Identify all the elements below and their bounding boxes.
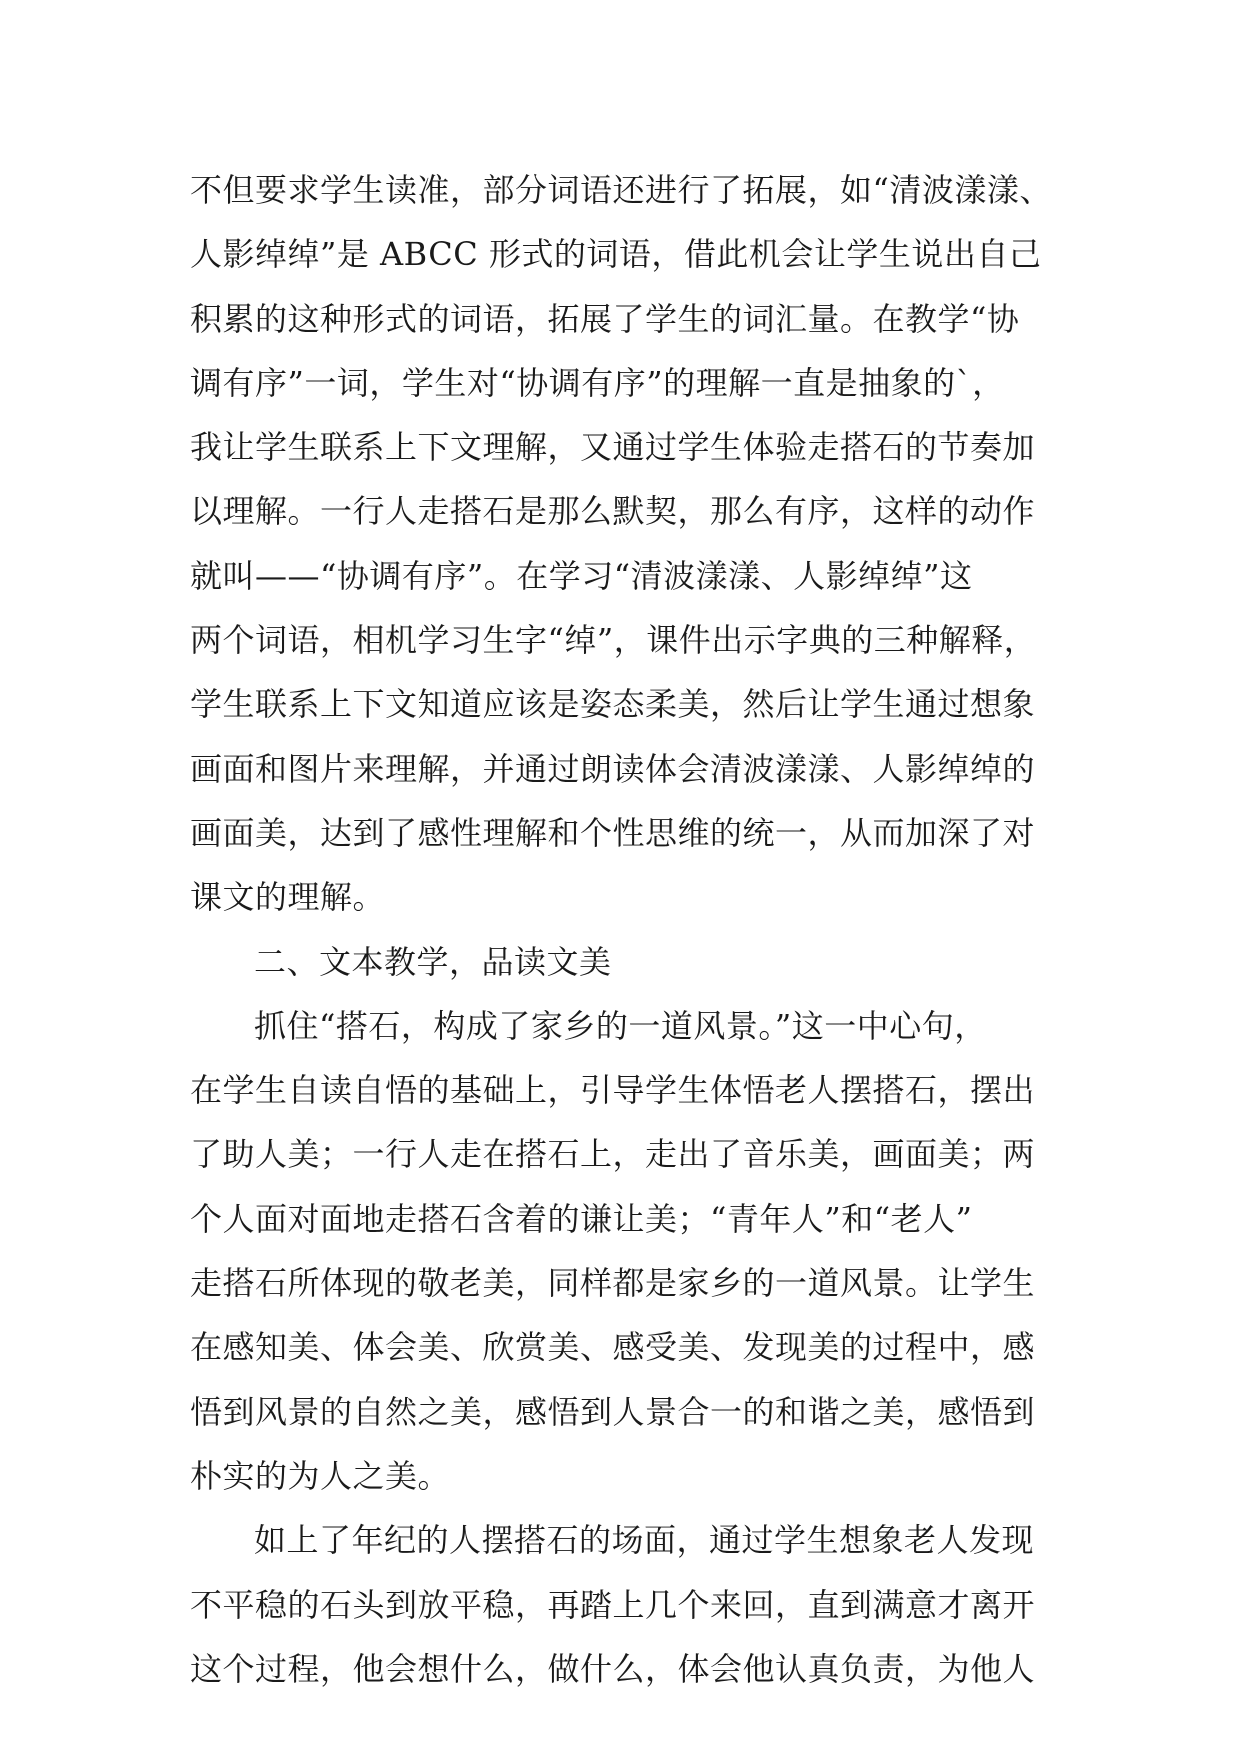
section-heading: 二、文本教学，品读文美 xyxy=(254,942,612,981)
text-line: 在感知美、体会美、欣赏美、感受美、发现美的过程中，感 xyxy=(190,1328,1036,1367)
text-line: 悟到风景的自然之美，感悟到人景合一的和谐之美，感悟到 xyxy=(190,1392,1036,1431)
text-line: 两个词语，相机学习生字“绰”，课件出示字典的三种解释， xyxy=(190,621,1037,660)
text-line: 课文的理解。 xyxy=(190,878,386,917)
document-body xyxy=(190,158,1060,1701)
text-line: 画面美，达到了感性理解和个性思维的统一，从而加深了对 xyxy=(190,813,1036,852)
text-line: 在学生自读自悟的基础上，引导学生体悟老人摆搭石，摆出 xyxy=(190,1071,1036,1110)
text-line: 了助人美；一行人走在搭石上，走出了音乐美，画面美；两 xyxy=(190,1135,1036,1174)
text-line: 不平稳的石头到放平稳，再踏上几个来回，直到满意才离开 xyxy=(190,1585,1036,1624)
text-line: 调有序”一词，学生对“协调有序”的理解一直是抽象的`， xyxy=(190,363,1005,402)
text-line: 这个过程，他会想什么，做什么，体会他认真负责，为他人 xyxy=(190,1649,1036,1688)
text-line: 不但要求学生读准，部分词语还进行了拓展，如“清波漾漾、 xyxy=(190,171,1052,209)
paragraph-first-line: 抓住“搭石，构成了家乡的一道风景。”这一中心句， xyxy=(254,1006,987,1045)
text-line: 积累的这种形式的词语，拓展了学生的词汇量。在教学“协 xyxy=(190,299,1020,338)
text-line: 个人面对面地走搭石含着的谦让美；“青年人”和“老人” xyxy=(190,1199,973,1238)
text-line: 朴实的为人之美。 xyxy=(190,1456,451,1495)
text-line: 画面和图片来理解，并通过朗读体会清波漾漾、人影绰绰的 xyxy=(190,749,1036,788)
text-line: 学生联系上下文知道应该是姿态柔美，然后让学生通过想象 xyxy=(190,685,1036,724)
text-line: 我让学生联系上下文理解，又通过学生体验走搭石的节奏加 xyxy=(190,428,1036,467)
text-line: 人影绰绰”是 ABCC 形式的词语，借此机会让学生说出自己 xyxy=(190,235,1042,274)
text-line: 以理解。一行人走搭石是那么默契，那么有序，这样的动作 xyxy=(190,492,1036,531)
text-line: 就叫——“协调有序”。在学习“清波漾漾、人影绰绰”这 xyxy=(190,556,973,595)
text-line: 走搭石所体现的敬老美，同样都是家乡的一道风景。让学生 xyxy=(190,1264,1036,1303)
paragraph-first-line: 如上了年纪的人摆搭石的场面，通过学生想象老人发现 xyxy=(254,1521,1035,1560)
